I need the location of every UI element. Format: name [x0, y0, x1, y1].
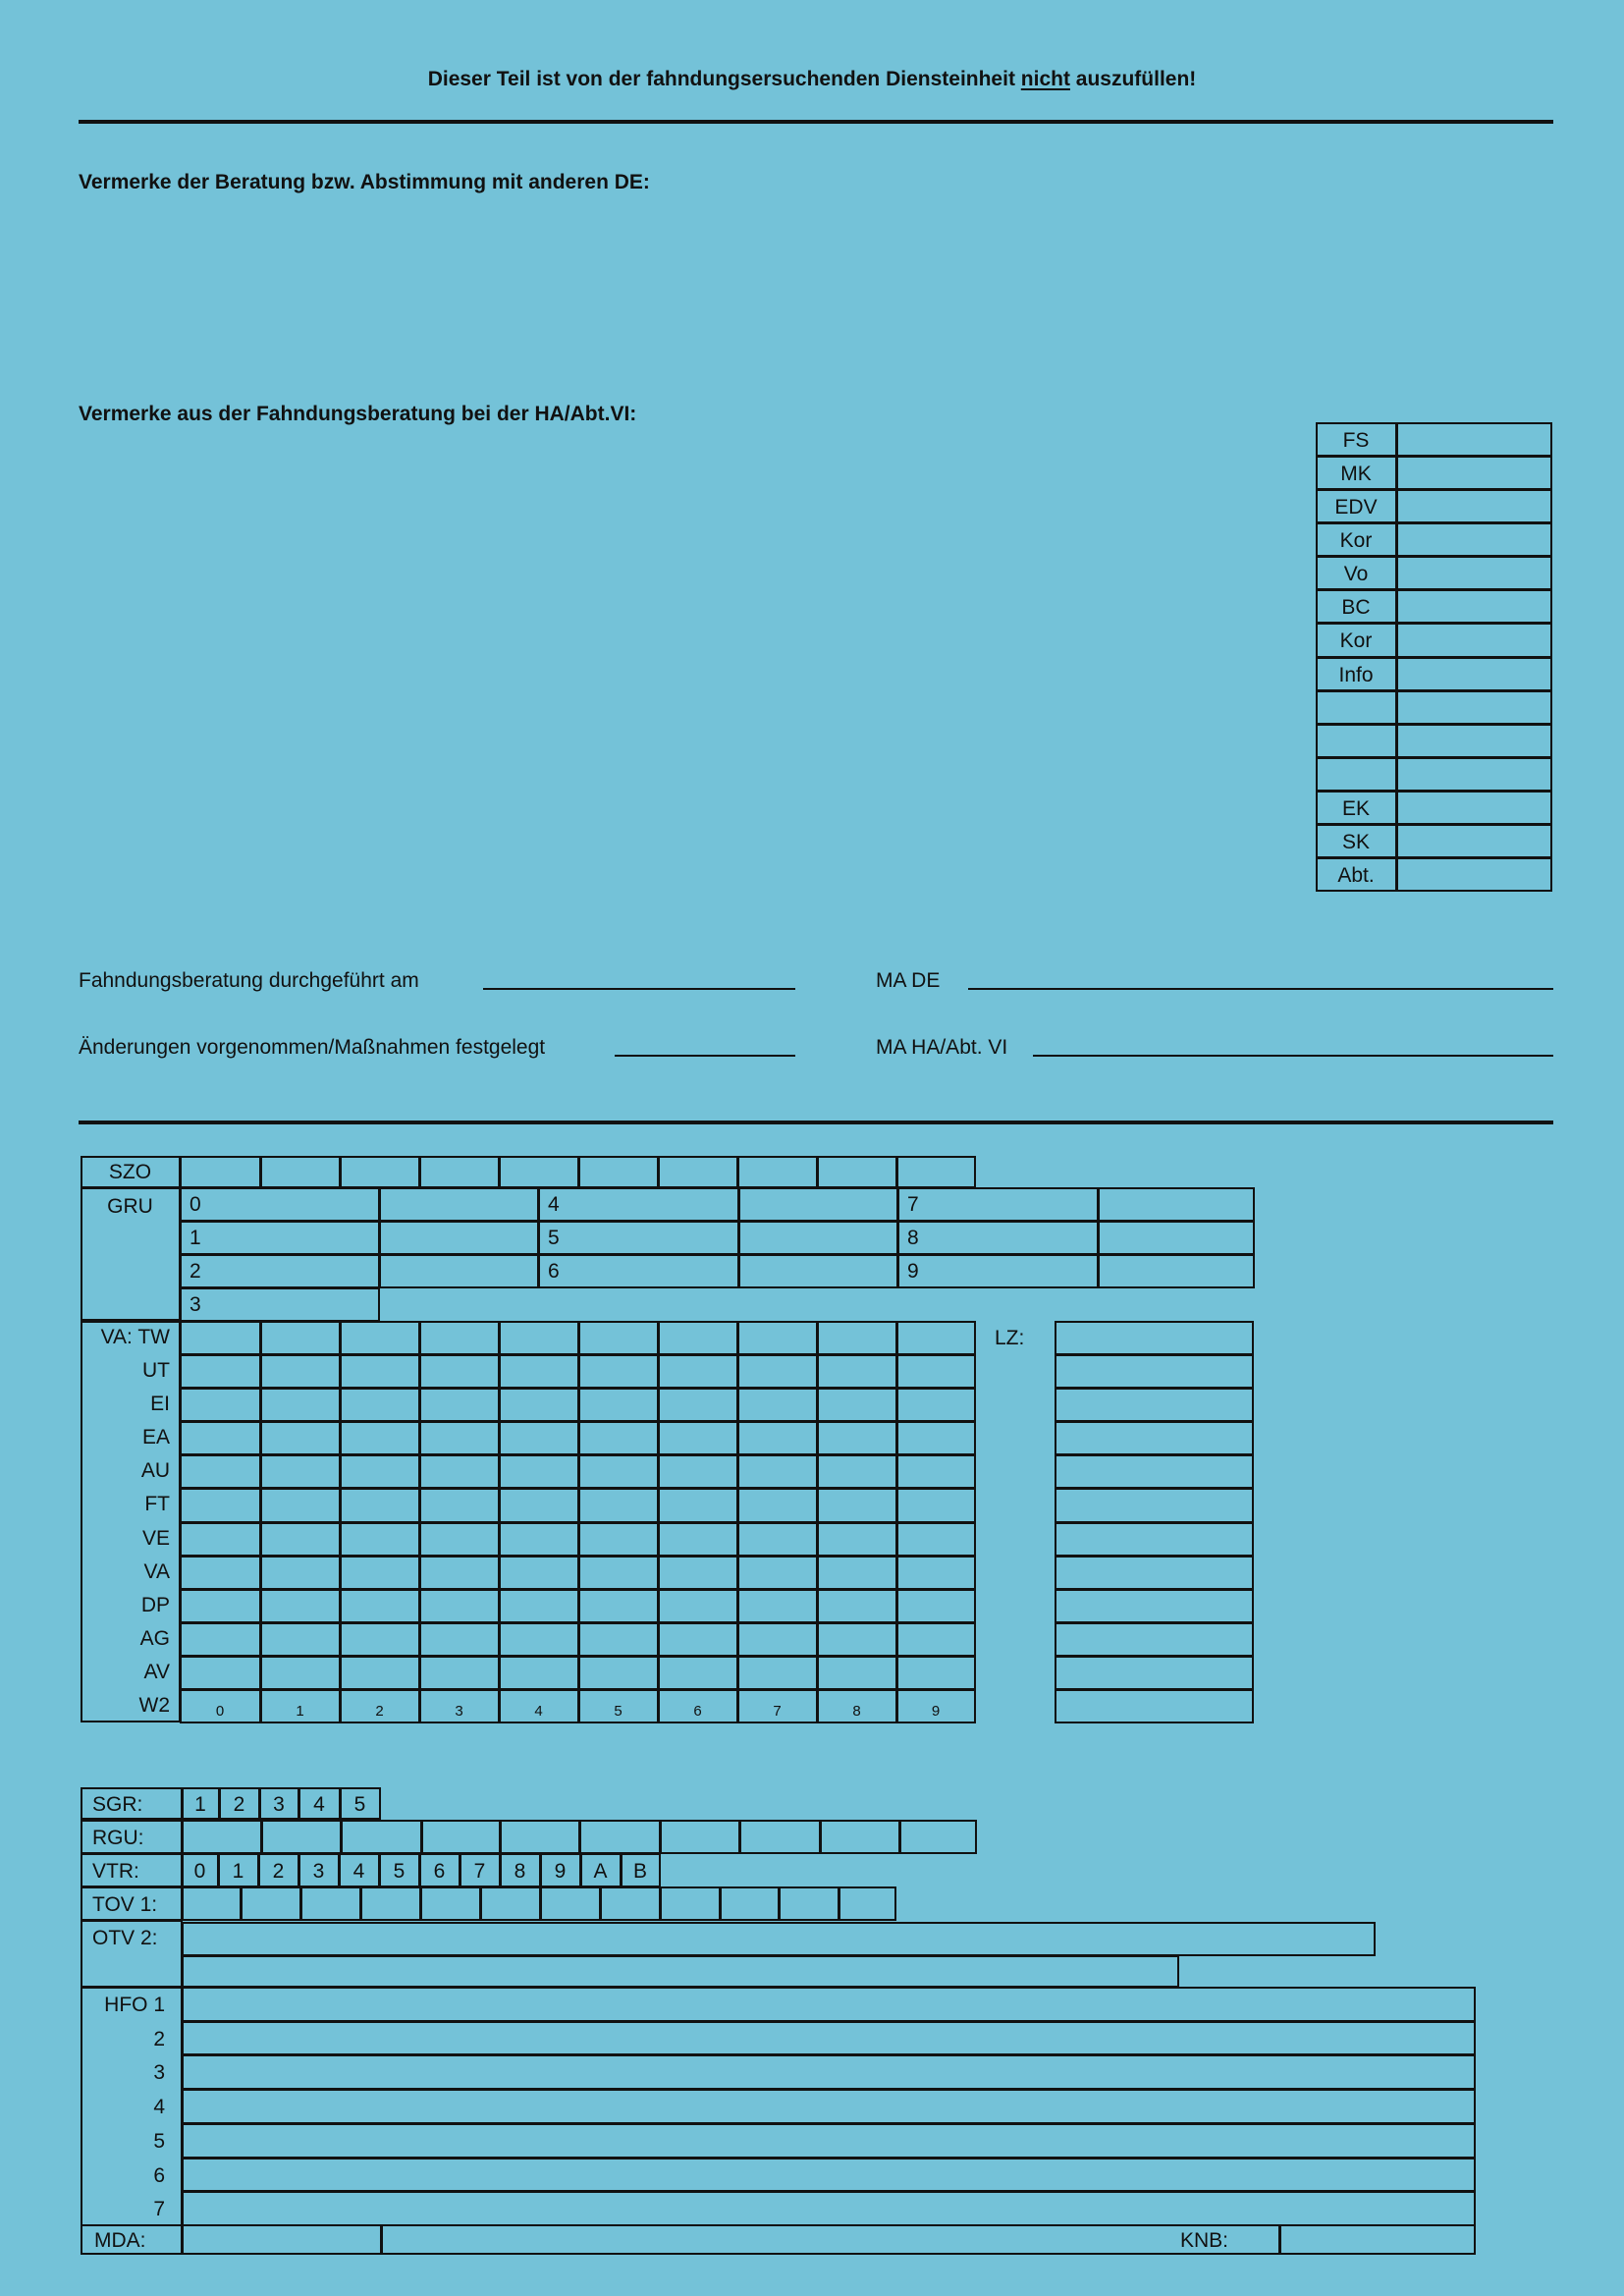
va-cell[interactable]	[658, 1622, 738, 1657]
tov-cell[interactable]	[779, 1886, 839, 1921]
gru-digit: 7	[907, 1193, 919, 1216]
szo-cell[interactable]	[180, 1156, 261, 1188]
gru-digit: 2	[189, 1260, 201, 1283]
va-cell[interactable]	[499, 1388, 579, 1422]
szo-cell[interactable]	[817, 1156, 897, 1188]
vtr-option: 8	[514, 1860, 526, 1883]
vtr-option: 0	[193, 1860, 206, 1883]
gru-digit-cell[interactable]	[538, 1187, 739, 1222]
va-cell[interactable]	[658, 1488, 738, 1523]
va-cell[interactable]	[260, 1421, 341, 1455]
rgu-cell[interactable]	[660, 1820, 740, 1854]
vtr-option: A	[593, 1860, 608, 1883]
vtr-option: 1	[232, 1860, 244, 1883]
tov-cell[interactable]	[420, 1886, 481, 1921]
va-cell[interactable]	[578, 1522, 659, 1557]
va-row-label: AU	[140, 1459, 170, 1482]
va-cell[interactable]	[499, 1656, 579, 1690]
routing-code-cell	[1316, 690, 1397, 725]
va-column-digit: 7	[773, 1703, 782, 1720]
routing-entry-cell[interactable]	[1396, 556, 1552, 590]
changes-field[interactable]	[615, 1055, 795, 1057]
routing-code-label: SK	[1341, 830, 1370, 853]
va-cell[interactable]	[737, 1454, 818, 1489]
rgu-cell[interactable]	[182, 1820, 262, 1854]
sgr-option: 2	[233, 1793, 245, 1816]
va-cell[interactable]	[419, 1388, 500, 1422]
lz-cell[interactable]	[1055, 1488, 1254, 1523]
hfo-line[interactable]	[182, 2123, 1476, 2159]
routing-code-label: EK	[1341, 796, 1370, 820]
va-cell[interactable]	[817, 1589, 897, 1623]
szo-label: SZO	[108, 1161, 152, 1183]
va-cell[interactable]	[896, 1354, 976, 1389]
va-cell[interactable]	[260, 1522, 341, 1557]
va-cell[interactable]	[180, 1354, 261, 1389]
va-row-label: VA	[143, 1560, 170, 1583]
va-cell[interactable]	[817, 1421, 897, 1455]
gru-digit: 0	[189, 1193, 201, 1216]
szo-cell[interactable]	[419, 1156, 500, 1188]
va-cell[interactable]	[419, 1321, 500, 1355]
gru-entry-cell[interactable]	[379, 1221, 539, 1255]
va-cell[interactable]	[180, 1388, 261, 1422]
gru-digit-cell[interactable]	[538, 1221, 739, 1255]
va-cell[interactable]	[896, 1321, 976, 1355]
va-cell[interactable]	[896, 1421, 976, 1455]
va-column-digit: 8	[852, 1703, 861, 1720]
hfo-line[interactable]	[182, 2089, 1476, 2124]
tov-cell[interactable]	[600, 1886, 661, 1921]
gru-digit-cell[interactable]	[180, 1254, 380, 1288]
routing-code-label: Vo	[1343, 562, 1369, 585]
tov-cell[interactable]	[480, 1886, 541, 1921]
va-row-label: W2	[138, 1694, 170, 1717]
va-cell[interactable]	[896, 1522, 976, 1557]
hfo-line[interactable]	[182, 2054, 1476, 2090]
va-cell[interactable]	[419, 1656, 500, 1690]
va-cell[interactable]	[499, 1321, 579, 1355]
vtr-option: 2	[272, 1860, 285, 1883]
va-cell[interactable]	[817, 1354, 897, 1389]
va-cell[interactable]	[499, 1622, 579, 1657]
routing-code-label: BC	[1341, 595, 1371, 619]
hfo-row-label: 5	[153, 2130, 165, 2153]
sgr-option: 1	[194, 1793, 206, 1816]
va-cell[interactable]	[419, 1454, 500, 1489]
notice-text-before: Dieser Teil ist von der fahndungsersuchenden Diensteinheit	[427, 68, 1021, 90]
lz-cell[interactable]	[1055, 1321, 1254, 1355]
lz-cell[interactable]	[1055, 1656, 1254, 1690]
va-row-label: UT	[142, 1359, 170, 1382]
va-row-label: VA: TW	[100, 1326, 170, 1348]
gru-digit-cell[interactable]	[180, 1287, 380, 1322]
szo-cell[interactable]	[578, 1156, 659, 1188]
va-cell[interactable]	[737, 1556, 818, 1590]
va-cell[interactable]	[737, 1656, 818, 1690]
search-consultation-notes-label: Vermerke aus der Fahndungsberatung bei der HA/Abt.VI:	[79, 403, 637, 425]
va-cell[interactable]	[180, 1522, 261, 1557]
knb-field[interactable]	[1279, 2224, 1476, 2255]
vtr-option: 5	[393, 1860, 406, 1883]
gru-entry-cell[interactable]	[738, 1187, 898, 1222]
va-cell[interactable]	[499, 1488, 579, 1523]
va-cell[interactable]	[817, 1388, 897, 1422]
top-divider	[79, 120, 1553, 124]
va-row-label: FT	[144, 1493, 170, 1515]
gru-digit-cell[interactable]	[538, 1254, 739, 1288]
va-cell[interactable]	[260, 1321, 341, 1355]
routing-entry-cell[interactable]	[1396, 623, 1552, 658]
va-cell[interactable]	[817, 1454, 897, 1489]
va-cell[interactable]	[180, 1321, 261, 1355]
routing-entry-cell[interactable]	[1396, 757, 1552, 792]
gru-entry-cell[interactable]	[379, 1187, 539, 1222]
hfo-line[interactable]	[182, 2158, 1476, 2192]
otv-line-2[interactable]	[182, 1955, 1179, 1988]
otv-line-1[interactable]	[182, 1922, 1376, 1956]
gru-digit-cell[interactable]	[180, 1187, 380, 1222]
tov-cell[interactable]	[720, 1886, 780, 1921]
lz-cell[interactable]	[1055, 1556, 1254, 1590]
lz-cell[interactable]	[1055, 1689, 1254, 1723]
vtr-label: VTR:	[92, 1860, 139, 1883]
va-cell[interactable]	[419, 1589, 500, 1623]
tov-cell[interactable]	[540, 1886, 601, 1921]
rgu-cell[interactable]	[739, 1820, 821, 1854]
va-cell[interactable]	[817, 1622, 897, 1657]
va-cell[interactable]	[658, 1421, 738, 1455]
routing-entry-cell[interactable]	[1396, 657, 1552, 691]
routing-code-label: Kor	[1339, 528, 1373, 552]
va-cell[interactable]	[499, 1589, 579, 1623]
szo-cell[interactable]	[658, 1156, 738, 1188]
routing-entry-cell[interactable]	[1396, 489, 1552, 523]
va-cell[interactable]	[658, 1354, 738, 1389]
knb-label: KNB:	[1180, 2229, 1229, 2252]
routing-entry-cell[interactable]	[1396, 824, 1552, 858]
va-cell[interactable]	[419, 1354, 500, 1389]
gru-entry-cell[interactable]	[1098, 1187, 1255, 1222]
gru-digit: 3	[189, 1293, 201, 1316]
hfo-line[interactable]	[182, 2021, 1476, 2055]
va-cell[interactable]	[578, 1556, 659, 1590]
vtr-option: 7	[473, 1860, 486, 1883]
hfo-row-label: HFO 1	[104, 1994, 165, 2016]
gru-entry-cell[interactable]	[1098, 1221, 1255, 1255]
routing-code-label: FS	[1342, 428, 1370, 452]
va-cell[interactable]	[340, 1556, 420, 1590]
va-cell[interactable]	[340, 1622, 420, 1657]
va-cell[interactable]	[658, 1556, 738, 1590]
tov-cell[interactable]	[360, 1886, 421, 1921]
lz-cell[interactable]	[1055, 1622, 1254, 1657]
va-cell[interactable]	[578, 1488, 659, 1523]
szo-cell[interactable]	[340, 1156, 420, 1188]
gru-digit-cell[interactable]	[897, 1254, 1099, 1288]
hfo-row-label: 6	[153, 2164, 165, 2187]
va-cell[interactable]	[499, 1556, 579, 1590]
mda-label: MDA:	[94, 2229, 146, 2252]
lz-cell[interactable]	[1055, 1421, 1254, 1455]
rgu-cell[interactable]	[820, 1820, 900, 1854]
performed-on-label: Fahndungsberatung durchgeführt am	[79, 969, 419, 992]
va-cell[interactable]	[419, 1522, 500, 1557]
routing-entry-cell[interactable]	[1396, 456, 1552, 490]
routing-code-cell	[1316, 757, 1397, 792]
va-cell[interactable]	[578, 1388, 659, 1422]
changes-label: Änderungen vorgenommen/Maßnahmen festgelegt	[79, 1036, 546, 1059]
va-cell[interactable]	[260, 1556, 341, 1590]
va-cell[interactable]	[896, 1656, 976, 1690]
va-cell[interactable]	[340, 1421, 420, 1455]
ma-de-field[interactable]	[968, 988, 1553, 990]
va-column-digit: 0	[215, 1703, 225, 1720]
routing-entry-cell[interactable]	[1396, 857, 1552, 892]
otv-label: OTV 2:	[92, 1927, 158, 1949]
routing-code-label: MK	[1340, 462, 1372, 485]
hfo-row-label: 4	[153, 2096, 165, 2118]
tov-cell[interactable]	[241, 1886, 301, 1921]
va-cell[interactable]	[180, 1656, 261, 1690]
va-cell[interactable]	[419, 1556, 500, 1590]
va-cell[interactable]	[658, 1454, 738, 1489]
va-cell[interactable]	[419, 1488, 500, 1523]
va-cell[interactable]	[737, 1522, 818, 1557]
vtr-option: 9	[554, 1860, 567, 1883]
va-cell[interactable]	[896, 1488, 976, 1523]
va-cell[interactable]	[578, 1622, 659, 1657]
va-cell[interactable]	[737, 1589, 818, 1623]
va-cell[interactable]	[578, 1354, 659, 1389]
rgu-cell[interactable]	[421, 1820, 501, 1854]
hfo-line[interactable]	[182, 1987, 1476, 2022]
va-cell[interactable]	[658, 1388, 738, 1422]
ma-ha-label: MA HA/Abt. VI	[876, 1036, 1008, 1059]
va-column-digit: 4	[534, 1703, 543, 1720]
routing-entry-cell[interactable]	[1396, 791, 1552, 825]
va-cell[interactable]	[260, 1488, 341, 1523]
va-cell[interactable]	[658, 1522, 738, 1557]
va-cell[interactable]	[340, 1522, 420, 1557]
va-row-label: AG	[139, 1627, 170, 1650]
gru-digit: 8	[907, 1227, 919, 1249]
va-cell[interactable]	[737, 1421, 818, 1455]
va-cell[interactable]	[340, 1388, 420, 1422]
va-cell[interactable]	[896, 1556, 976, 1590]
va-column-digit: 5	[614, 1703, 623, 1720]
va-cell[interactable]	[260, 1589, 341, 1623]
sgr-label: SGR:	[92, 1793, 143, 1816]
va-cell[interactable]	[817, 1556, 897, 1590]
gru-digit: 1	[189, 1227, 201, 1249]
gru-digit-cell[interactable]	[897, 1187, 1099, 1222]
hfo-line[interactable]	[182, 2191, 1476, 2226]
routing-code-label: Kor	[1339, 629, 1373, 652]
va-cell[interactable]	[499, 1522, 579, 1557]
va-cell[interactable]	[578, 1321, 659, 1355]
gru-digit-cell[interactable]	[897, 1221, 1099, 1255]
va-cell[interactable]	[658, 1589, 738, 1623]
va-cell[interactable]	[817, 1656, 897, 1690]
rgu-label: RGU:	[92, 1827, 144, 1849]
va-cell[interactable]	[578, 1454, 659, 1489]
va-cell[interactable]	[419, 1622, 500, 1657]
lz-cell[interactable]	[1055, 1354, 1254, 1389]
hfo-row-label: 2	[153, 2028, 165, 2050]
lz-cell[interactable]	[1055, 1454, 1254, 1489]
va-column-digit: 9	[931, 1703, 941, 1720]
va-row-label: VE	[141, 1527, 170, 1550]
va-cell[interactable]	[658, 1321, 738, 1355]
tov-cell[interactable]	[839, 1886, 896, 1921]
routing-code-label: Info	[1338, 663, 1374, 686]
va-cell[interactable]	[499, 1421, 579, 1455]
routing-entry-cell[interactable]	[1396, 690, 1552, 725]
va-cell[interactable]	[658, 1656, 738, 1690]
va-cell[interactable]	[180, 1589, 261, 1623]
routing-entry-cell[interactable]	[1396, 724, 1552, 758]
va-cell[interactable]	[896, 1388, 976, 1422]
va-cell[interactable]	[260, 1622, 341, 1657]
tov-label: TOV 1:	[92, 1893, 158, 1916]
va-cell[interactable]	[260, 1656, 341, 1690]
routing-code-label: Abt.	[1337, 863, 1375, 887]
notice-emphasis: nicht	[1020, 68, 1070, 90]
va-cell[interactable]	[737, 1388, 818, 1422]
szo-cell[interactable]	[896, 1156, 976, 1188]
va-cell[interactable]	[180, 1488, 261, 1523]
routing-entry-cell[interactable]	[1396, 422, 1552, 457]
routing-entry-cell[interactable]	[1396, 522, 1552, 557]
va-column-digit: 2	[375, 1703, 384, 1720]
va-cell[interactable]	[180, 1421, 261, 1455]
lz-label: LZ:	[995, 1327, 1025, 1349]
gru-entry-cell[interactable]	[738, 1221, 898, 1255]
va-cell[interactable]	[737, 1354, 818, 1389]
gru-entry-cell[interactable]	[738, 1254, 898, 1288]
va-cell[interactable]	[817, 1522, 897, 1557]
mda-extended-field[interactable]	[381, 2224, 1280, 2255]
lz-cell[interactable]	[1055, 1388, 1254, 1422]
gru-digit-cell[interactable]	[180, 1221, 380, 1255]
va-cell[interactable]	[499, 1454, 579, 1489]
notice-text-after: auszufüllen!	[1069, 68, 1197, 90]
performed-on-field[interactable]	[483, 988, 795, 990]
routing-code-cell	[1316, 724, 1397, 758]
va-row-label: EI	[150, 1393, 170, 1415]
vtr-option: B	[632, 1860, 647, 1883]
va-cell[interactable]	[260, 1388, 341, 1422]
szo-cell[interactable]	[737, 1156, 818, 1188]
va-cell[interactable]	[578, 1421, 659, 1455]
va-column-digit: 1	[296, 1703, 304, 1720]
gru-digit: 9	[907, 1260, 919, 1283]
va-column-digit: 6	[693, 1703, 702, 1720]
header-notice	[0, 69, 1624, 89]
lz-cell[interactable]	[1055, 1589, 1254, 1623]
hfo-row-label: 3	[153, 2061, 165, 2084]
va-cell[interactable]	[578, 1589, 659, 1623]
middle-divider	[79, 1121, 1553, 1124]
va-cell[interactable]	[340, 1321, 420, 1355]
va-row-label: DP	[140, 1594, 170, 1616]
rgu-cell[interactable]	[579, 1820, 661, 1854]
sgr-option: 4	[313, 1793, 325, 1816]
va-row-label: EA	[141, 1426, 170, 1449]
va-cell[interactable]	[180, 1556, 261, 1590]
consultation-notes-label: Vermerke der Beratung bzw. Abstimmung mit anderen DE:	[79, 171, 650, 193]
va-cell[interactable]	[180, 1454, 261, 1489]
va-cell[interactable]	[180, 1622, 261, 1657]
gru-label: GRU	[107, 1195, 153, 1218]
va-cell[interactable]	[737, 1488, 818, 1523]
gru-digit: 6	[548, 1260, 560, 1283]
va-cell[interactable]	[499, 1354, 579, 1389]
rgu-cell[interactable]	[500, 1820, 580, 1854]
va-cell[interactable]	[340, 1589, 420, 1623]
va-cell[interactable]	[896, 1622, 976, 1657]
va-cell[interactable]	[340, 1488, 420, 1523]
gru-entry-cell[interactable]	[1098, 1254, 1255, 1288]
va-cell[interactable]	[737, 1321, 818, 1355]
gru-digit: 5	[548, 1227, 560, 1249]
va-cell[interactable]	[260, 1454, 341, 1489]
va-cell[interactable]	[340, 1454, 420, 1489]
gru-entry-cell[interactable]	[379, 1254, 539, 1288]
va-cell[interactable]	[260, 1354, 341, 1389]
va-cell[interactable]	[896, 1454, 976, 1489]
lz-cell[interactable]	[1055, 1522, 1254, 1557]
ma-ha-field[interactable]	[1033, 1055, 1553, 1057]
va-cell[interactable]	[896, 1589, 976, 1623]
rgu-cell[interactable]	[341, 1820, 422, 1854]
sgr-option: 5	[353, 1793, 366, 1816]
tov-cell[interactable]	[182, 1886, 242, 1921]
sgr-option: 3	[273, 1793, 285, 1816]
szo-cell[interactable]	[499, 1156, 579, 1188]
consultation-notes-area[interactable]	[79, 201, 1551, 388]
rgu-cell[interactable]	[261, 1820, 342, 1854]
va-cell[interactable]	[817, 1488, 897, 1523]
routing-entry-cell[interactable]	[1396, 589, 1552, 624]
va-cell[interactable]	[419, 1421, 500, 1455]
vtr-option: 6	[433, 1860, 446, 1883]
va-cell[interactable]	[340, 1354, 420, 1389]
va-cell[interactable]	[578, 1656, 659, 1690]
tov-cell[interactable]	[300, 1886, 361, 1921]
va-cell[interactable]	[817, 1321, 897, 1355]
vtr-option: 4	[352, 1860, 365, 1883]
szo-cell[interactable]	[260, 1156, 341, 1188]
va-column-digit: 3	[455, 1703, 463, 1720]
routing-code-label: EDV	[1334, 495, 1378, 519]
search-consultation-notes-area[interactable]	[79, 432, 1296, 903]
va-row-label: AV	[143, 1661, 170, 1683]
mda-field[interactable]	[182, 2224, 382, 2255]
rgu-cell[interactable]	[899, 1820, 977, 1854]
gru-digit: 4	[548, 1193, 560, 1216]
vtr-option: 3	[312, 1860, 325, 1883]
ma-de-label: MA DE	[876, 969, 941, 992]
tov-cell[interactable]	[660, 1886, 721, 1921]
va-cell[interactable]	[340, 1656, 420, 1690]
va-cell[interactable]	[737, 1622, 818, 1657]
hfo-row-label: 7	[153, 2198, 165, 2220]
